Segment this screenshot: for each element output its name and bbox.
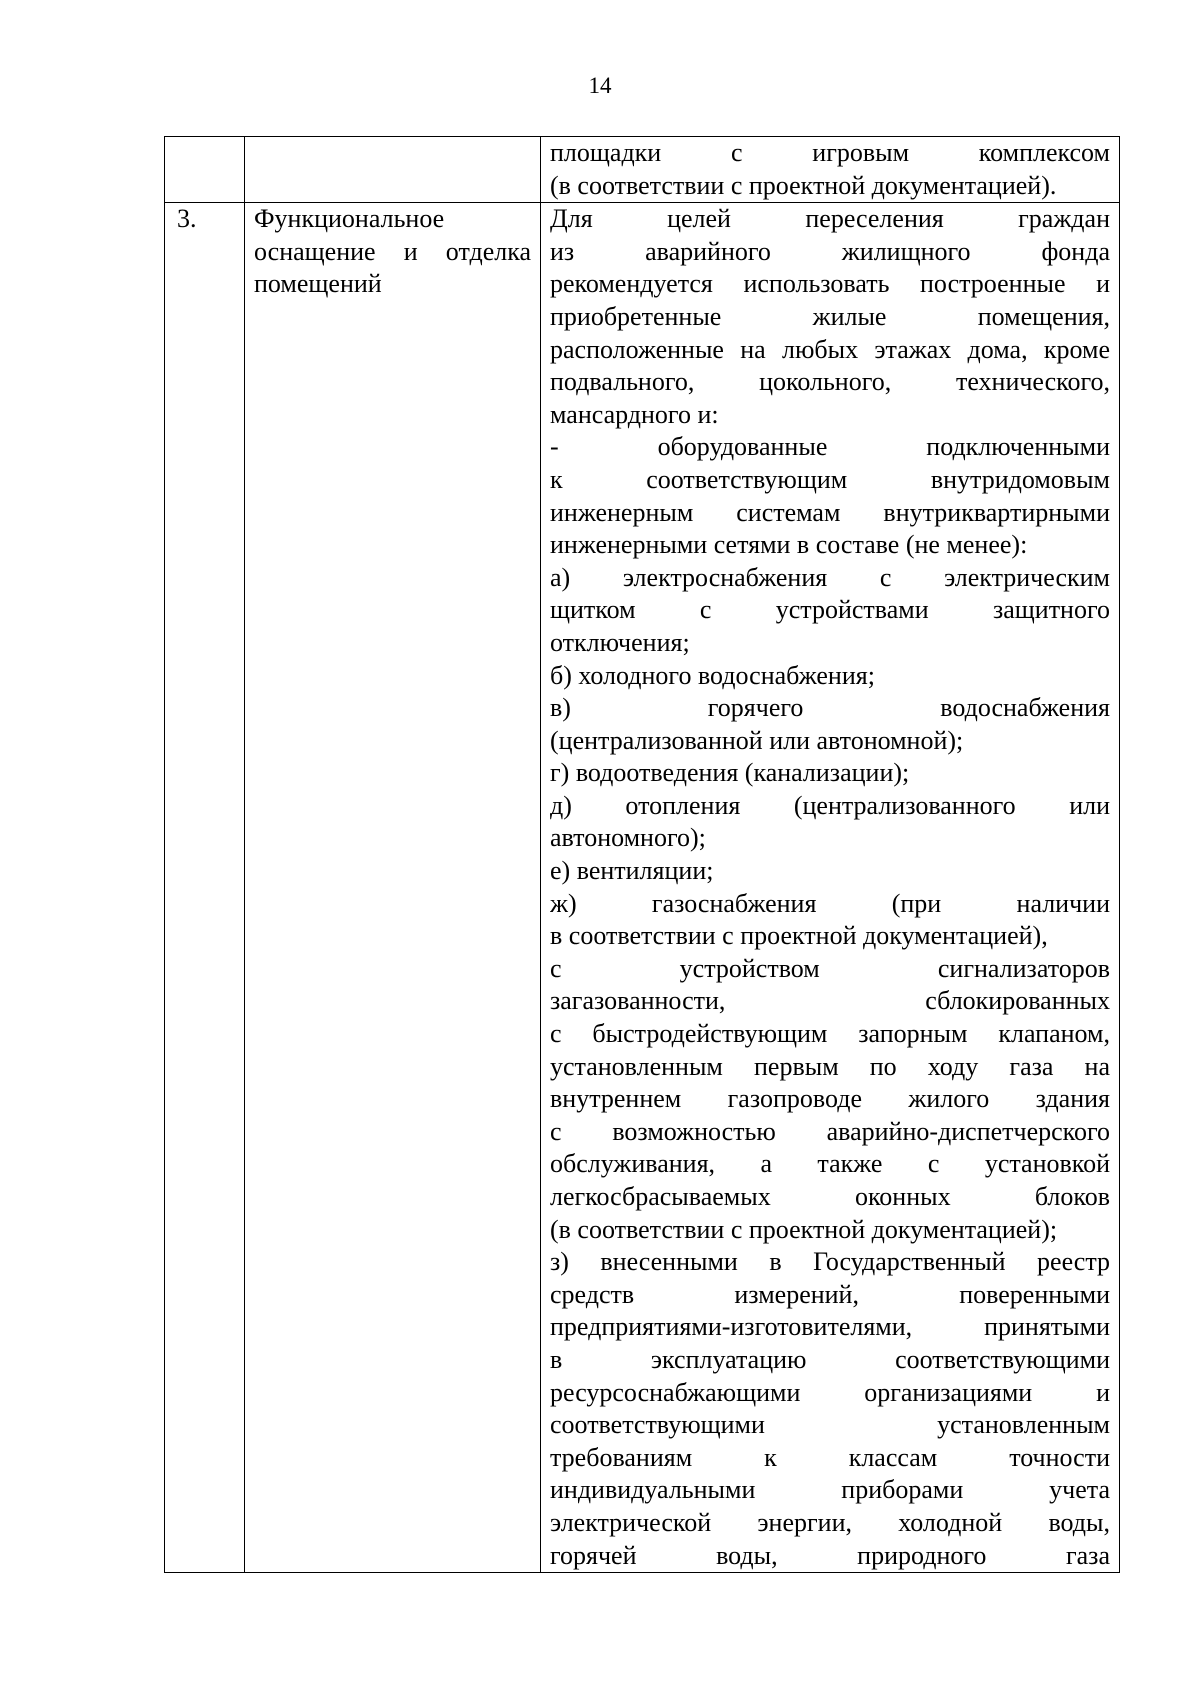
text-line: в) горячего водоснабжения (550, 693, 1110, 723)
text-line: е) вентиляции; (550, 856, 714, 886)
text-line: отключения; (550, 627, 690, 657)
text-line: соответствующими установленным (550, 1410, 1110, 1440)
text-line: инженерным системам внутриквартирными (550, 497, 1110, 527)
text-line: помещений (254, 269, 382, 299)
text-line: щитком с устройствами защитного (550, 595, 1110, 625)
text-line: с устройством сигнализаторов (550, 953, 1110, 983)
text-line: приобретенные жилые помещения, (550, 301, 1110, 331)
requirements-table (164, 136, 1120, 1573)
text-line: площадки с игровым комплексом (550, 138, 1110, 167)
text-line: в соответствии с проектной документацией), (550, 921, 1048, 951)
text-line: ж) газоснабжения (при наличии (550, 888, 1110, 918)
text-line: (в соответствии с проектной документацией). (550, 170, 1057, 200)
text-line: средств измерений, поверенными (550, 1279, 1110, 1309)
text-line: ресурсоснабжающими организациями и (550, 1377, 1110, 1407)
text-line: с возможностью аварийно-диспетчерского (550, 1116, 1110, 1146)
row-content-cell (541, 137, 1120, 203)
table-row (165, 203, 1120, 1573)
row-name-cell (245, 203, 541, 1573)
text-line: электрической энергии, холодной воды, (550, 1507, 1110, 1537)
text-line: б) холодного водоснабжения; (550, 660, 875, 690)
row-content-cell (541, 203, 1120, 1573)
text-line: (централизованной или автономной); (550, 725, 964, 755)
text-line: (в соответствии с проектной документацией); (550, 1214, 1058, 1244)
text-line: к соответствующим внутридомовым (550, 464, 1110, 494)
text-line: легкосбрасываемых оконных блоков (550, 1182, 1110, 1211)
page-number: 14 (588, 73, 612, 98)
table-body (165, 137, 1120, 1573)
text-line: с быстродействующим запорным клапаном, (550, 1019, 1110, 1049)
text-line: в эксплуатацию соответствующими (550, 1344, 1110, 1374)
row-number-cell (165, 203, 245, 1573)
text-line: рекомендуется использовать построенные и (550, 269, 1110, 299)
text-line: подвального, цокольного, технического, (550, 367, 1110, 397)
text-line: установленным первым по ходу газа на (550, 1051, 1110, 1081)
text-line: оснащение и отделка (254, 236, 531, 266)
text-line: Функциональное (254, 204, 445, 234)
text-line: а) электроснабжения с электрическим (550, 562, 1110, 592)
text-line: индивидуальными приборами учета (550, 1475, 1110, 1505)
text-line: загазованности, сблокированных (550, 986, 1110, 1016)
text-line: горячей воды, природного газа (550, 1540, 1110, 1570)
text-line: автономного); (550, 823, 706, 853)
text-line: расположенные на любых этажах дома, кроме (550, 334, 1110, 364)
text-line: инженерными сетями в составе (не менее): (550, 530, 1028, 560)
text-line: требованиям к классам точности (550, 1442, 1110, 1472)
table-row (165, 137, 1120, 203)
text-line: обслуживания, а также с установкой (550, 1149, 1110, 1179)
row-number-cell (165, 137, 245, 203)
text-line: внутреннем газопроводе жилого здания (550, 1084, 1110, 1114)
row-name-cell (245, 137, 541, 203)
text-line: з) внесенными в Государственный реестр (550, 1247, 1110, 1277)
text-line: из аварийного жилищного фонда (550, 236, 1110, 266)
text-line: г) водоотведения (канализации); (550, 758, 910, 788)
text-line: д) отопления (централизованного или (550, 790, 1110, 820)
row-number: 3. (177, 204, 197, 234)
text-line: мансардного и: (550, 399, 719, 429)
text-line: предприятиями-изготовителями, принятыми (550, 1312, 1110, 1342)
text-line: Для целей переселения граждан (550, 204, 1110, 234)
text-line: - оборудованные подключенными (550, 432, 1110, 462)
